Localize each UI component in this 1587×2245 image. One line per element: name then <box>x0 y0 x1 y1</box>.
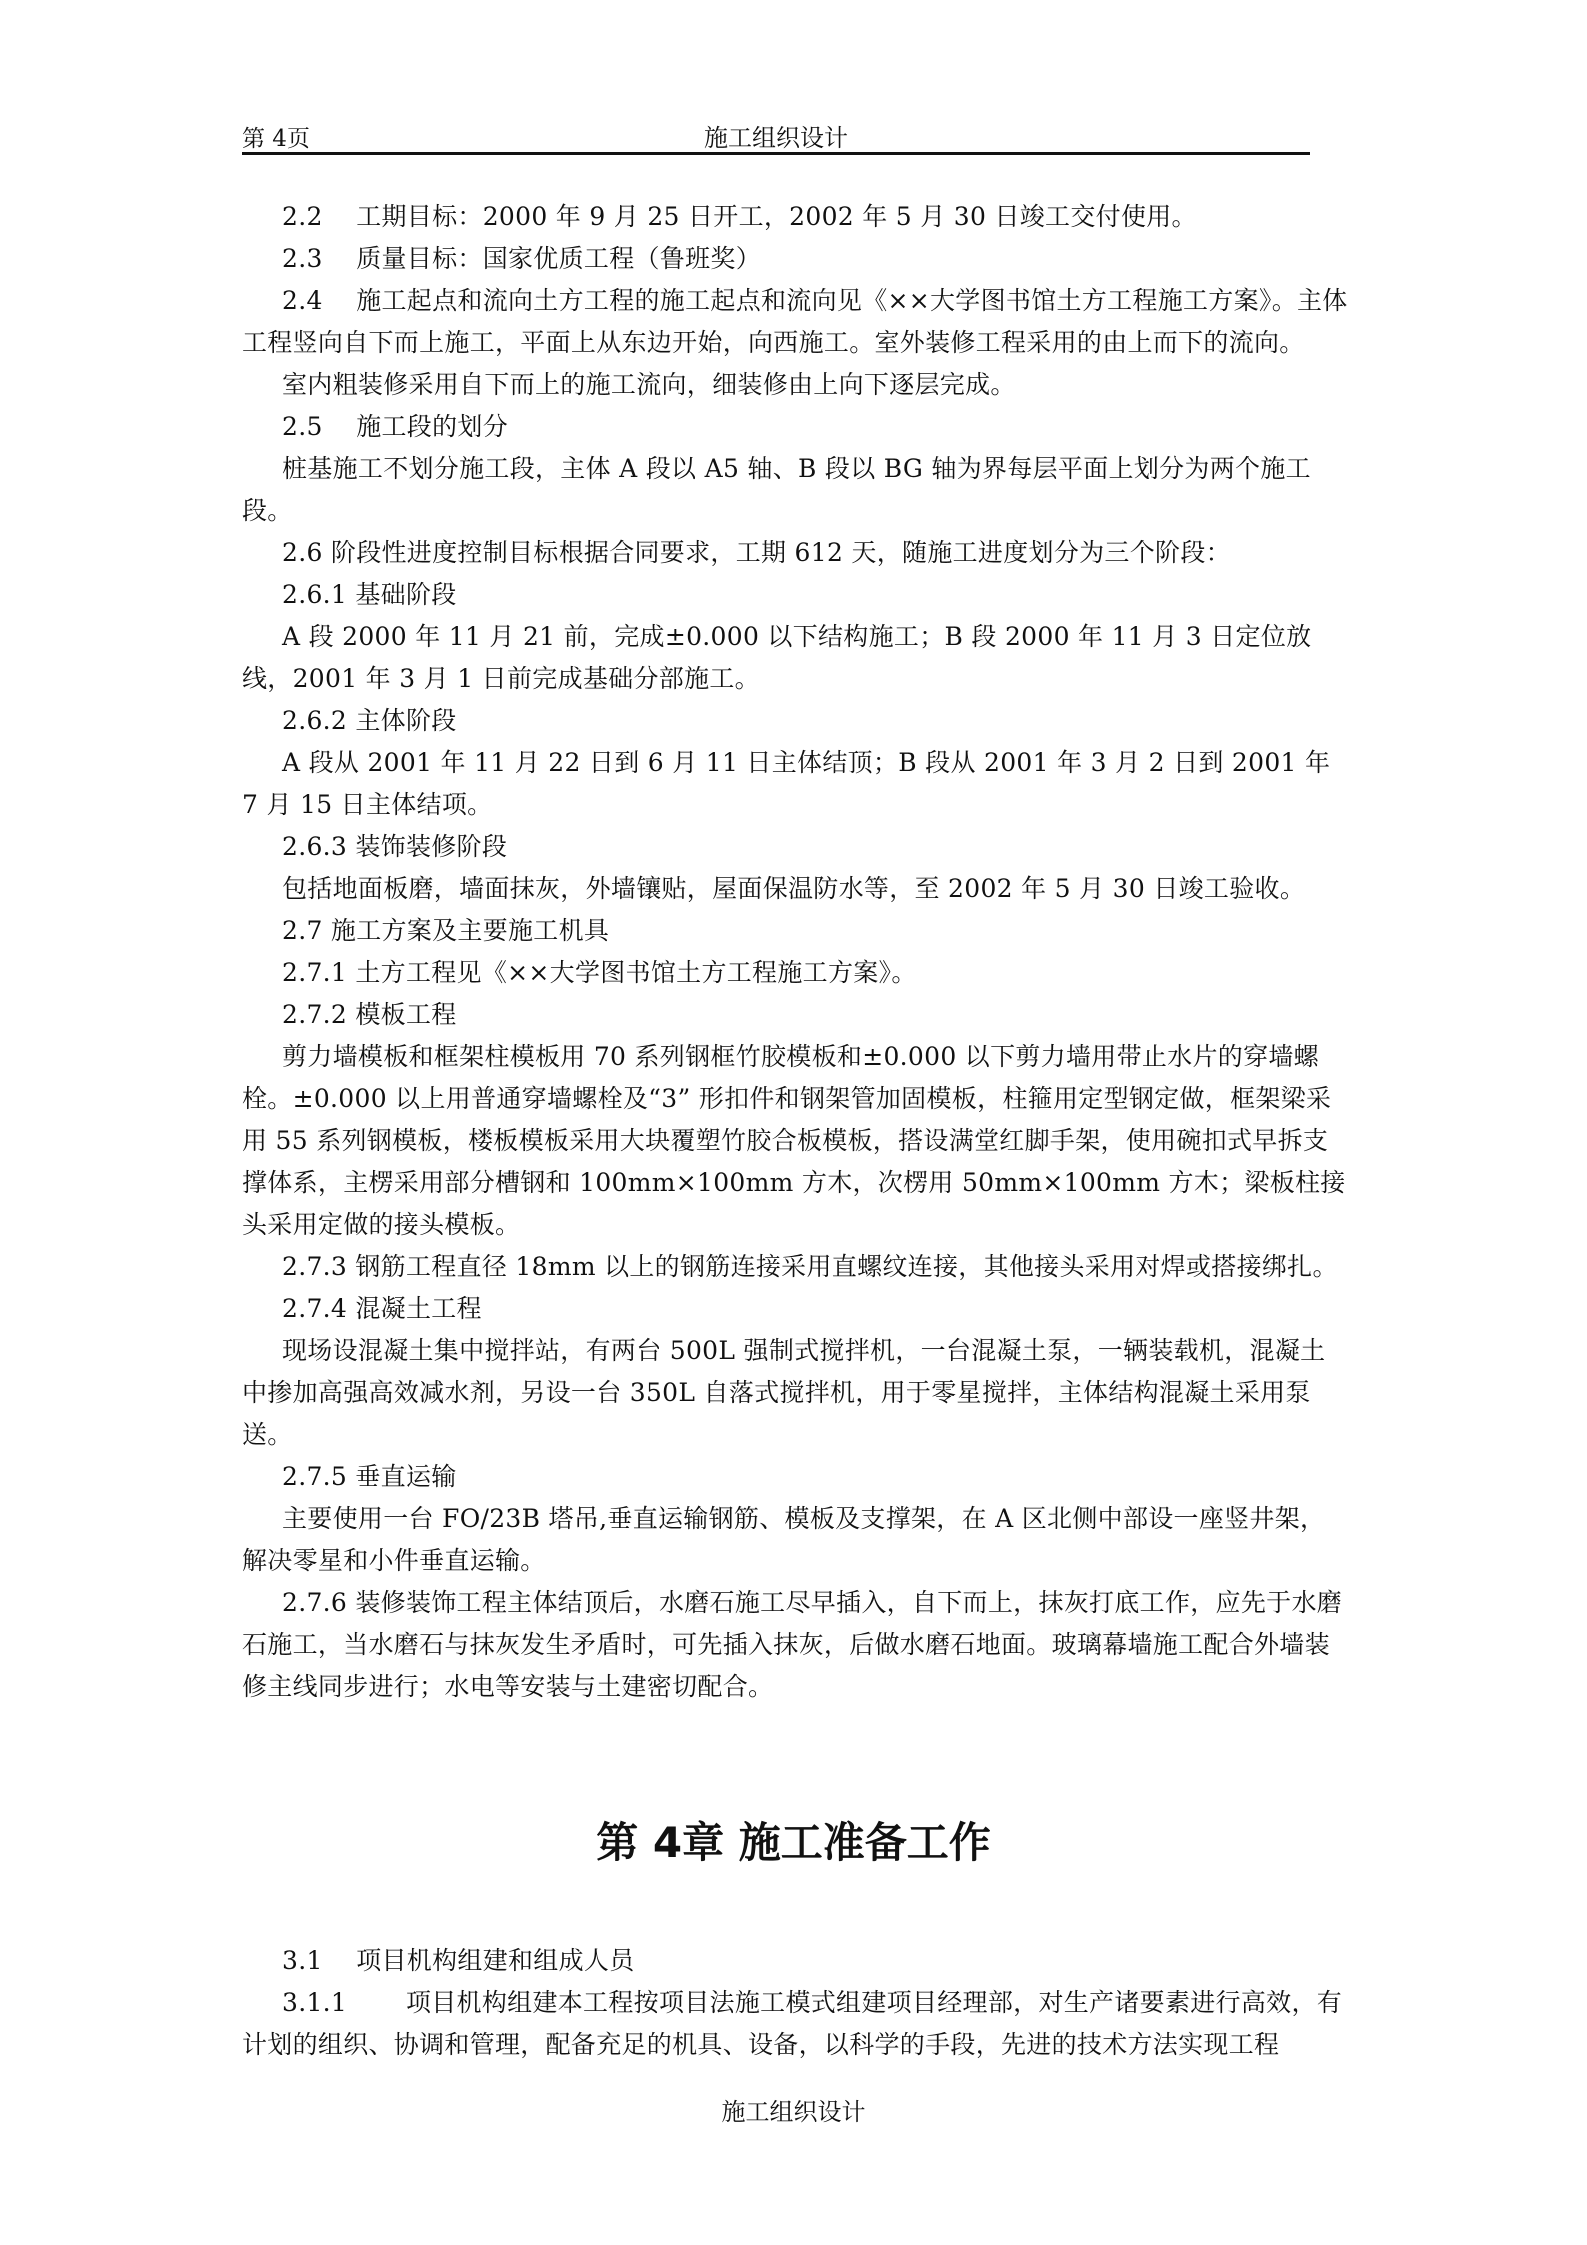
paragraph: 2.6.3 装饰装修阶段 <box>282 832 508 861</box>
chapter-heading: 第 4章 施工准备工作 <box>596 1818 991 1867</box>
paragraph: 桩基施工不划分施工段，主体 A 段以 A5 轴、B 段以 BG 轴为界每层平面上划分为两个施工段。 <box>242 454 1311 525</box>
paragraph: A 段 2000 年 11 月 21 前，完成±0.000 以下结构施工；B 段 2000 年 11 月 3 日定位放线，2001 年 3 月 1 日前完成基础分部施工。 <box>242 622 1312 693</box>
page-header <box>242 112 1310 156</box>
paragraph: 室内粗装修采用自下而上的施工流向，细装修由上向下逐层完成。 <box>282 370 1016 399</box>
header-title: 施工组织设计 <box>704 124 848 152</box>
paragraph: 2.7 施工方案及主要施工机具 <box>282 916 610 945</box>
paragraph: 2.6 阶段性进度控制目标根据合同要求，工期 612 天，随施工进度划分为三个阶段： <box>282 538 1231 567</box>
paragraph: 2.6.2 主体阶段 <box>282 706 457 735</box>
paragraph: 3.1 项目机构组建和组成人员 <box>282 1946 635 1975</box>
paragraph: 2.7.1 土方工程见《××大学图书馆土方工程施工方案》。 <box>282 958 917 987</box>
paragraph: 2.3 质量目标：国家优质工程（鲁班奖） <box>282 244 762 273</box>
paragraph: 剪力墙模板和框架柱模板用 70 系列钢框竹胶模板和±0.000 以下剪力墙用带止水片的穿墙螺栓。±0.000 以上用普通穿墙螺栓及“3” 形扣件和钢架管加固模板，柱箍用定型钢定做，框架梁采用 55 系列钢模板，楼板模板采用大块覆塑竹胶合板模板，搭设满堂红脚手架，使用碗扣式早拆支撑体系，主楞采用部分槽钢和 100mm×100mm 方木，次楞用 50mm×100mm 方木；梁板柱接头采用定做的接头模板。 <box>242 1042 1346 1239</box>
paragraph: 2.7.6 装修装饰工程主体结顶后，水磨石施工尽早插入，自下而上，抹灰打底工作，应先于水磨石施工，当水磨石与抹灰发生矛盾时，可先插入抹灰，后做水磨石地面。玻璃幕墙施工配合外墙装修主线同步进行；水电等安装与土建密切配合。 <box>242 1588 1343 1701</box>
chapter-body <box>242 1940 1350 2066</box>
document-body <box>242 196 1350 1708</box>
paragraph: 现场设混凝土集中搅拌站，有两台 500L 强制式搅拌机，一台混凝土泵，一辆装载机，混凝土中掺加高强高效减水剂，另设一台 350L 自落式搅拌机，用于零星搅拌，主体结构混凝土采用泵送。 <box>242 1336 1326 1449</box>
paragraph: 2.2 工期目标：2000 年 9 月 25 日开工，2002 年 5 月 30 日竣工交付使用。 <box>282 202 1197 231</box>
paragraph: A 段从 2001 年 11 月 22 日到 6 月 11 日主体结顶；B 段从 2001 年 3 月 2 日到 2001 年 7 月 15 日主体结项。 <box>242 748 1331 819</box>
paragraph: 包括地面板磨，墙面抹灰，外墙镶贴，屋面保温防水等，至 2002 年 5 月 30 日竣工验收。 <box>282 874 1306 903</box>
paragraph: 2.5 施工段的划分 <box>282 412 509 441</box>
paragraph: 2.4 施工起点和流向土方工程的施工起点和流向见《××大学图书馆土方工程施工方案》。主体工程竖向自下而上施工，平面上从东边开始，向西施工。室外装修工程采用的由上而下的流向。 <box>242 286 1348 357</box>
page-footer: 施工组织设计 <box>721 2098 866 2126</box>
page-number: 第 4页 <box>242 126 310 152</box>
paragraph: 2.7.2 模板工程 <box>282 1000 457 1029</box>
paragraph: 3.1.1 项目机构组建本工程按项目法施工模式组建项目经理部，对生产诸要素进行高效，有计划的组织、协调和管理，配备充足的机具、设备，以科学的手段，先进的技术方法实现工程 <box>242 1988 1343 2059</box>
paragraph: 2.6.1 基础阶段 <box>282 580 457 609</box>
paragraph: 2.7.4 混凝土工程 <box>282 1294 482 1323</box>
paragraph: 2.7.5 垂直运输 <box>282 1462 457 1491</box>
paragraph: 2.7.3 钢筋工程直径 18mm 以上的钢筋连接采用直螺纹连接，其他接头采用对焊或搭接绑扎。 <box>282 1252 1338 1281</box>
header-rule <box>242 152 1310 155</box>
paragraph: 主要使用一台 FO/23B 塔吊,垂直运输钢筋、模板及支撑架，在 A 区北侧中部设一座竖井架，解决零星和小件垂直运输。 <box>242 1504 1326 1575</box>
